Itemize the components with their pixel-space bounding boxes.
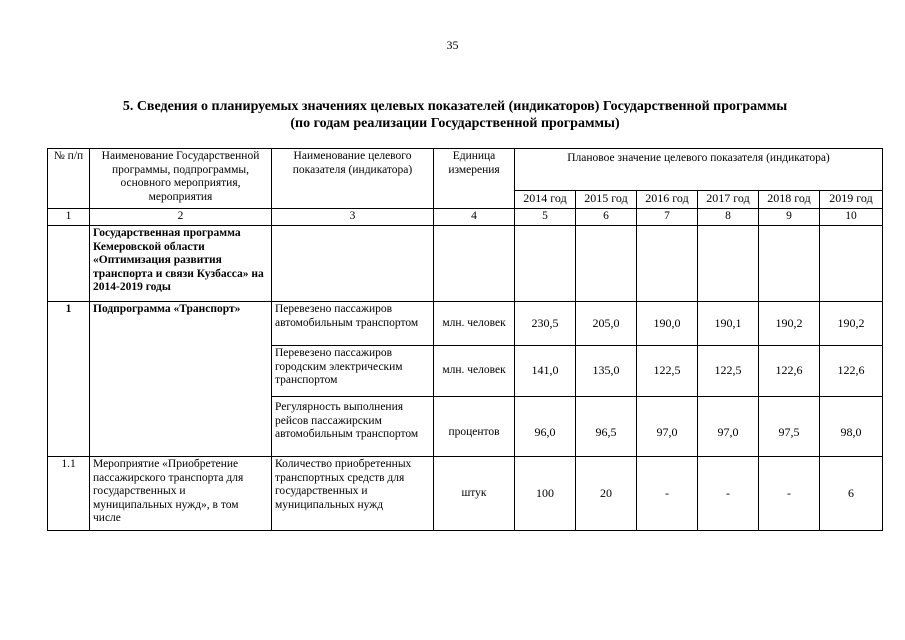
unit: млн. человек (434, 346, 515, 397)
empty-cell (515, 226, 576, 302)
column-index: 1 (48, 209, 90, 226)
column-index: 6 (576, 209, 637, 226)
column-index: 9 (759, 209, 820, 226)
column-index: 2 (90, 209, 272, 226)
empty-cell (759, 226, 820, 302)
document-title (40, 98, 870, 132)
column-index-row (48, 209, 883, 226)
value-2014: 100 (515, 457, 576, 531)
value-2015: 96,5 (576, 397, 637, 457)
header-unit: Единица измерения (434, 149, 515, 209)
page-number: 35 (446, 38, 459, 52)
measure-num: 1.1 (48, 457, 90, 531)
header-year: 2017 год (698, 191, 759, 209)
value-2016: 97,0 (637, 397, 698, 457)
program-name: Государственная программа Кемеровской области «Оптимизация развития транспорта и связи Кузбасса» на 2014-2019 годы (90, 226, 272, 302)
value-2014: 230,5 (515, 302, 576, 346)
program-num (48, 226, 90, 302)
header-year: 2019 год (820, 191, 883, 209)
value-2018: 97,5 (759, 397, 820, 457)
value-2019: 98,0 (820, 397, 883, 457)
indicators-table (47, 148, 883, 531)
value-2019: 6 (820, 457, 883, 531)
header-year: 2018 год (759, 191, 820, 209)
unit: млн. человек (434, 302, 515, 346)
empty-cell (698, 226, 759, 302)
value-2017: - (698, 457, 759, 531)
title-line-2: (по годам реализации Государственной программы) (290, 116, 620, 131)
indicator-name: Перевезено пассажиров городским электрическим транспортом (272, 346, 434, 397)
title-line-1: 5. Сведения о планируемых значениях целевых показателей (индикаторов) Государственной программы (122, 99, 788, 114)
header-indicator: Наименование целевого показателя (индикатора) (272, 149, 434, 209)
empty-cell (820, 226, 883, 302)
value-2014: 96,0 (515, 397, 576, 457)
value-2018: 122,6 (759, 346, 820, 397)
measure-name: Мероприятие «Приобретение пассажирского транспорта для государственных и муниципальных нужд», в том числе (90, 457, 272, 531)
value-2019: 122,6 (820, 346, 883, 397)
empty-cell (434, 226, 515, 302)
unit: штук (434, 457, 515, 531)
measure-row (48, 457, 883, 531)
header-year: 2014 год (515, 191, 576, 209)
value-2016: 122,5 (637, 346, 698, 397)
indicator-name: Регулярность выполнения рейсов пассажирским автомобильным транспортом (272, 397, 434, 457)
program-row (48, 226, 883, 302)
value-2017: 190,1 (698, 302, 759, 346)
subprogram-name: Подпрограмма «Транспорт» (90, 302, 272, 457)
unit: процентов (434, 397, 515, 457)
empty-cell (576, 226, 637, 302)
column-index: 5 (515, 209, 576, 226)
value-2015: 135,0 (576, 346, 637, 397)
value-2017: 97,0 (698, 397, 759, 457)
indicator-name: Количество приобретенных транспортных средств для государственных и муниципальных нужд (272, 457, 434, 531)
column-index: 3 (272, 209, 434, 226)
value-2018: 190,2 (759, 302, 820, 346)
header-num: № п/п (48, 149, 90, 209)
column-index: 4 (434, 209, 515, 226)
value-2015: 205,0 (576, 302, 637, 346)
header-year: 2016 год (637, 191, 698, 209)
value-2017: 122,5 (698, 346, 759, 397)
header-name: Наименование Государственной программы, подпрограммы, основного мероприятия, мероприятия (90, 149, 272, 209)
value-2014: 141,0 (515, 346, 576, 397)
column-index: 7 (637, 209, 698, 226)
value-2016: - (637, 457, 698, 531)
empty-cell (272, 226, 434, 302)
column-index: 10 (820, 209, 883, 226)
value-2016: 190,0 (637, 302, 698, 346)
header-year: 2015 год (576, 191, 637, 209)
column-index: 8 (698, 209, 759, 226)
subprogram-row (48, 302, 883, 346)
header-row-1 (48, 149, 883, 191)
value-2015: 20 (576, 457, 637, 531)
header-planned: Плановое значение целевого показателя (индикатора) (515, 149, 883, 191)
empty-cell (637, 226, 698, 302)
indicator-name: Перевезено пассажиров автомобильным транспортом (272, 302, 434, 346)
subprogram-num: 1 (48, 302, 90, 457)
value-2018: - (759, 457, 820, 531)
value-2019: 190,2 (820, 302, 883, 346)
